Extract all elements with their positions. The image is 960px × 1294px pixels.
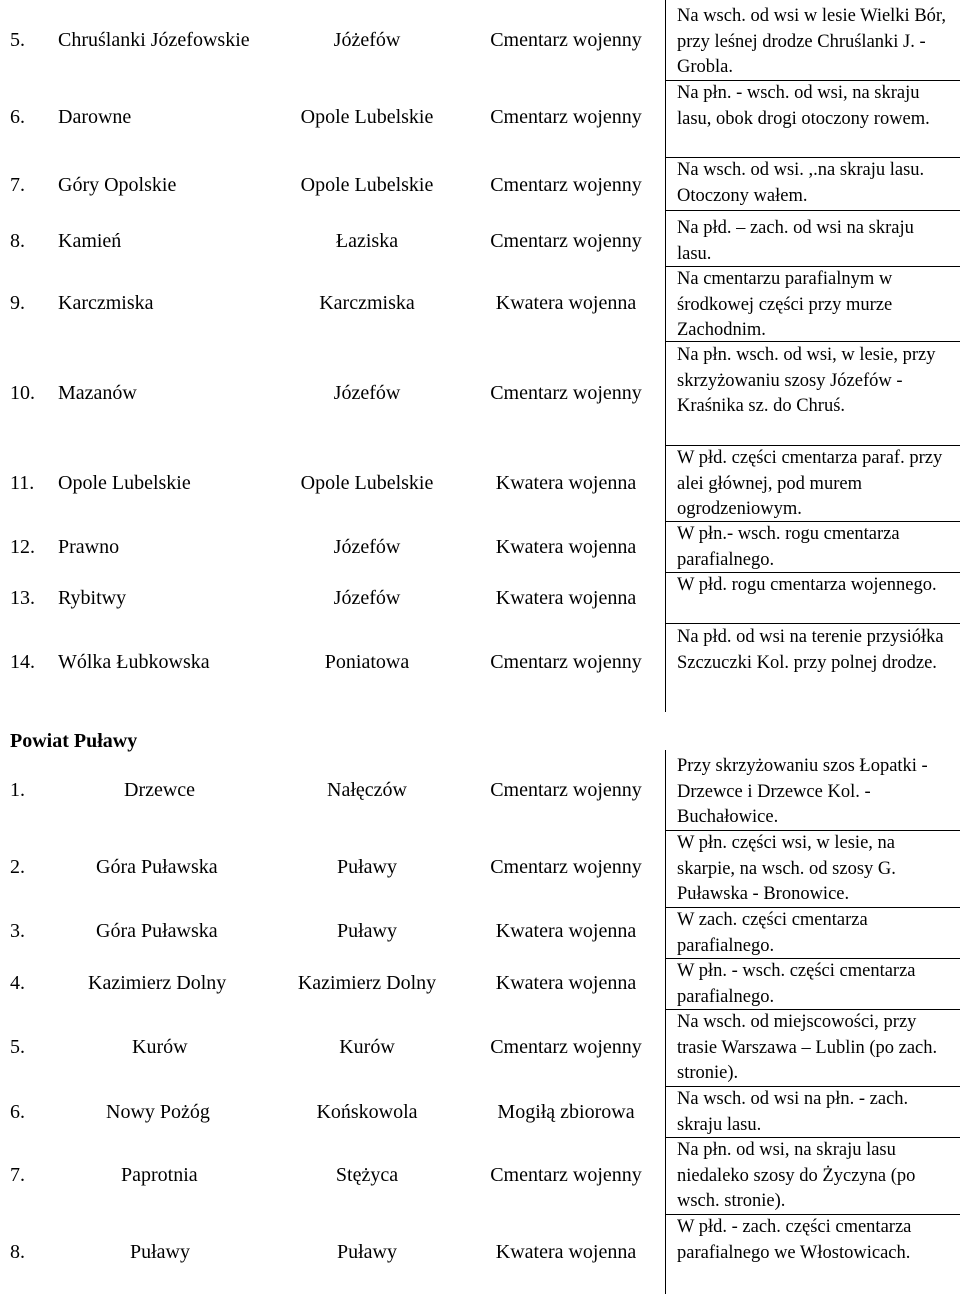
row-number: 8.: [10, 230, 25, 252]
place-name: Mazanów: [58, 382, 137, 404]
gmina: Józefów: [333, 536, 401, 558]
object-type: Cmentarz wojenny: [490, 651, 642, 673]
object-type: Cmentarz wojenny: [490, 1036, 642, 1058]
row-number: 3.: [10, 920, 25, 942]
gmina: Jóżefów: [333, 29, 401, 51]
place-name: Kurów: [132, 1036, 188, 1058]
place-name: Góra Puławska: [96, 920, 218, 942]
object-type: Mogiłą zbiorowa: [497, 1101, 635, 1123]
gmina: Karczmiska: [319, 292, 415, 314]
location-desc: W zach. części cmentarza parafialnego.: [677, 910, 868, 956]
place-name: Karczmiska: [58, 292, 154, 314]
location-desc: W płd. części cmentarza paraf. przy alei głównej, pod murem ogrodzeniowym.: [677, 448, 943, 519]
location-desc: Na płd. – zach. od wsi na skraju lasu.: [677, 218, 914, 264]
row-number: 7.: [10, 174, 25, 196]
location-desc: Na wsch. od miejscowości, przy trasie Warszawa – Lublin (po zach. stronie).: [677, 1012, 938, 1083]
gmina: Nałęczów: [327, 779, 407, 801]
location-desc: W płn. - wsch. części cmentarza parafialnego.: [677, 961, 916, 1007]
location-desc: Na płn. - wsch. od wsi, na skraju lasu, obok drogi otoczony rowem.: [677, 83, 930, 129]
location-desc: Na wsch. od wsi. ,.na skraju lasu. Otoczony wałem.: [677, 160, 925, 206]
object-type: Cmentarz wojenny: [490, 29, 642, 51]
place-name: Góra Puławska: [96, 856, 218, 878]
column-divider-top: [665, 0, 666, 712]
row-number: 11.: [10, 472, 35, 494]
place-name: Rybitwy: [58, 587, 127, 609]
object-type: Cmentarz wojenny: [490, 856, 642, 878]
gmina: Józefów: [333, 587, 401, 609]
row-number: 5.: [10, 1036, 25, 1058]
object-type: Cmentarz wojenny: [490, 230, 642, 252]
row-number: 8.: [10, 1241, 25, 1263]
object-type: Kwatera wojenna: [495, 1241, 637, 1263]
object-type: Cmentarz wojenny: [490, 382, 642, 404]
gmina: Opole Lubelskie: [300, 174, 434, 196]
object-type: Cmentarz wojenny: [490, 1164, 642, 1186]
location-desc: W płn.- wsch. rogu cmentarza parafialnego.: [677, 524, 900, 570]
gmina: Łaziska: [335, 230, 399, 252]
row-number: 9.: [10, 292, 25, 314]
row-number: 4.: [10, 972, 25, 994]
row-number: 12.: [10, 536, 35, 558]
location-desc: W płn. części wsi, w lesie, na skarpie, na wsch. od szosy G. Puławska - Bronowice.: [677, 833, 896, 904]
row-number: 6.: [10, 106, 25, 128]
gmina: Kazimierz Dolny: [297, 972, 437, 994]
object-type: Kwatera wojenna: [495, 920, 637, 942]
row-number: 10.: [10, 382, 35, 404]
location-desc: W płd. rogu cmentarza wojennego.: [677, 575, 937, 595]
row-number: 1.: [10, 779, 25, 801]
row-number: 6.: [10, 1101, 25, 1123]
place-name: Darowne: [58, 106, 132, 128]
row-number: 7.: [10, 1164, 25, 1186]
gmina: Końskowola: [316, 1101, 418, 1123]
gmina: Opole Lubelskie: [300, 472, 434, 494]
section-title: Powiat Puławy: [10, 730, 138, 752]
object-type: Cmentarz wojenny: [490, 174, 642, 196]
row-number: 13.: [10, 587, 35, 609]
place-name: Puławy: [130, 1241, 190, 1263]
column-divider-bottom: [665, 750, 666, 1294]
place-name: Chruślanki Józefowskie: [58, 29, 250, 51]
location-desc: Na cmentarzu parafialnym w środkowej części przy murze Zachodnim.: [677, 269, 893, 340]
object-type: Kwatera wojenna: [495, 972, 637, 994]
place-name: Paprotnia: [121, 1164, 198, 1186]
location-desc: Na wsch. od wsi w lesie Wielki Bór, przy leśnej drodze Chruślanki J. - Grobla.: [677, 6, 946, 77]
row-number: 2.: [10, 856, 25, 878]
gmina: Puławy: [337, 920, 397, 942]
gmina: Opole Lubelskie: [300, 106, 434, 128]
place-name: Nowy Pożóg: [106, 1101, 210, 1123]
row-number: 5.: [10, 29, 25, 51]
place-name: Prawno: [58, 536, 120, 558]
object-type: Cmentarz wojenny: [490, 779, 642, 801]
location-desc: W płd. - zach. części cmentarza parafialnego we Włostowicach.: [677, 1217, 912, 1263]
place-name: Opole Lubelskie: [58, 472, 191, 494]
place-name: Drzewce: [124, 779, 196, 801]
row-divider: [665, 210, 960, 211]
place-name: Kamień: [58, 230, 122, 252]
gmina: Józefów: [333, 382, 401, 404]
gmina: Kurów: [339, 1036, 395, 1058]
object-type: Kwatera wojenna: [495, 536, 637, 558]
gmina: Poniatowa: [324, 651, 410, 673]
row-divider: [665, 341, 960, 342]
gmina: Stężyca: [335, 1164, 399, 1186]
gmina: Puławy: [337, 1241, 397, 1263]
object-type: Kwatera wojenna: [495, 292, 637, 314]
place-name: Kazimierz Dolny: [88, 972, 227, 994]
object-type: Cmentarz wojenny: [490, 106, 642, 128]
location-desc: Na wsch. od wsi na płn. - zach. skraju lasu.: [677, 1089, 909, 1135]
place-name: Góry Opolskie: [58, 174, 177, 196]
object-type: Kwatera wojenna: [495, 587, 637, 609]
gmina: Puławy: [337, 856, 397, 878]
location-desc: Na płn. od wsi, na skraju lasu niedaleko szosy do Życzyna (po wsch. stronie).: [677, 1140, 916, 1211]
row-divider: [665, 623, 960, 624]
location-desc: Przy skrzyżowaniu szos Łopatki - Drzewce i Drzewce Kol. - Buchałowice.: [677, 756, 928, 827]
location-desc: Na płn. wsch. od wsi, w lesie, przy skrzyżowaniu szosy Józefów - Kraśnika sz. do Chruś.: [677, 345, 936, 416]
location-desc: Na płd. od wsi na terenie przysiółka Szczuczki Kol. przy polnej drodze.: [677, 627, 944, 673]
object-type: Kwatera wojenna: [495, 472, 637, 494]
row-number: 14.: [10, 651, 35, 673]
place-name: Wólka Łubkowska: [58, 651, 210, 673]
